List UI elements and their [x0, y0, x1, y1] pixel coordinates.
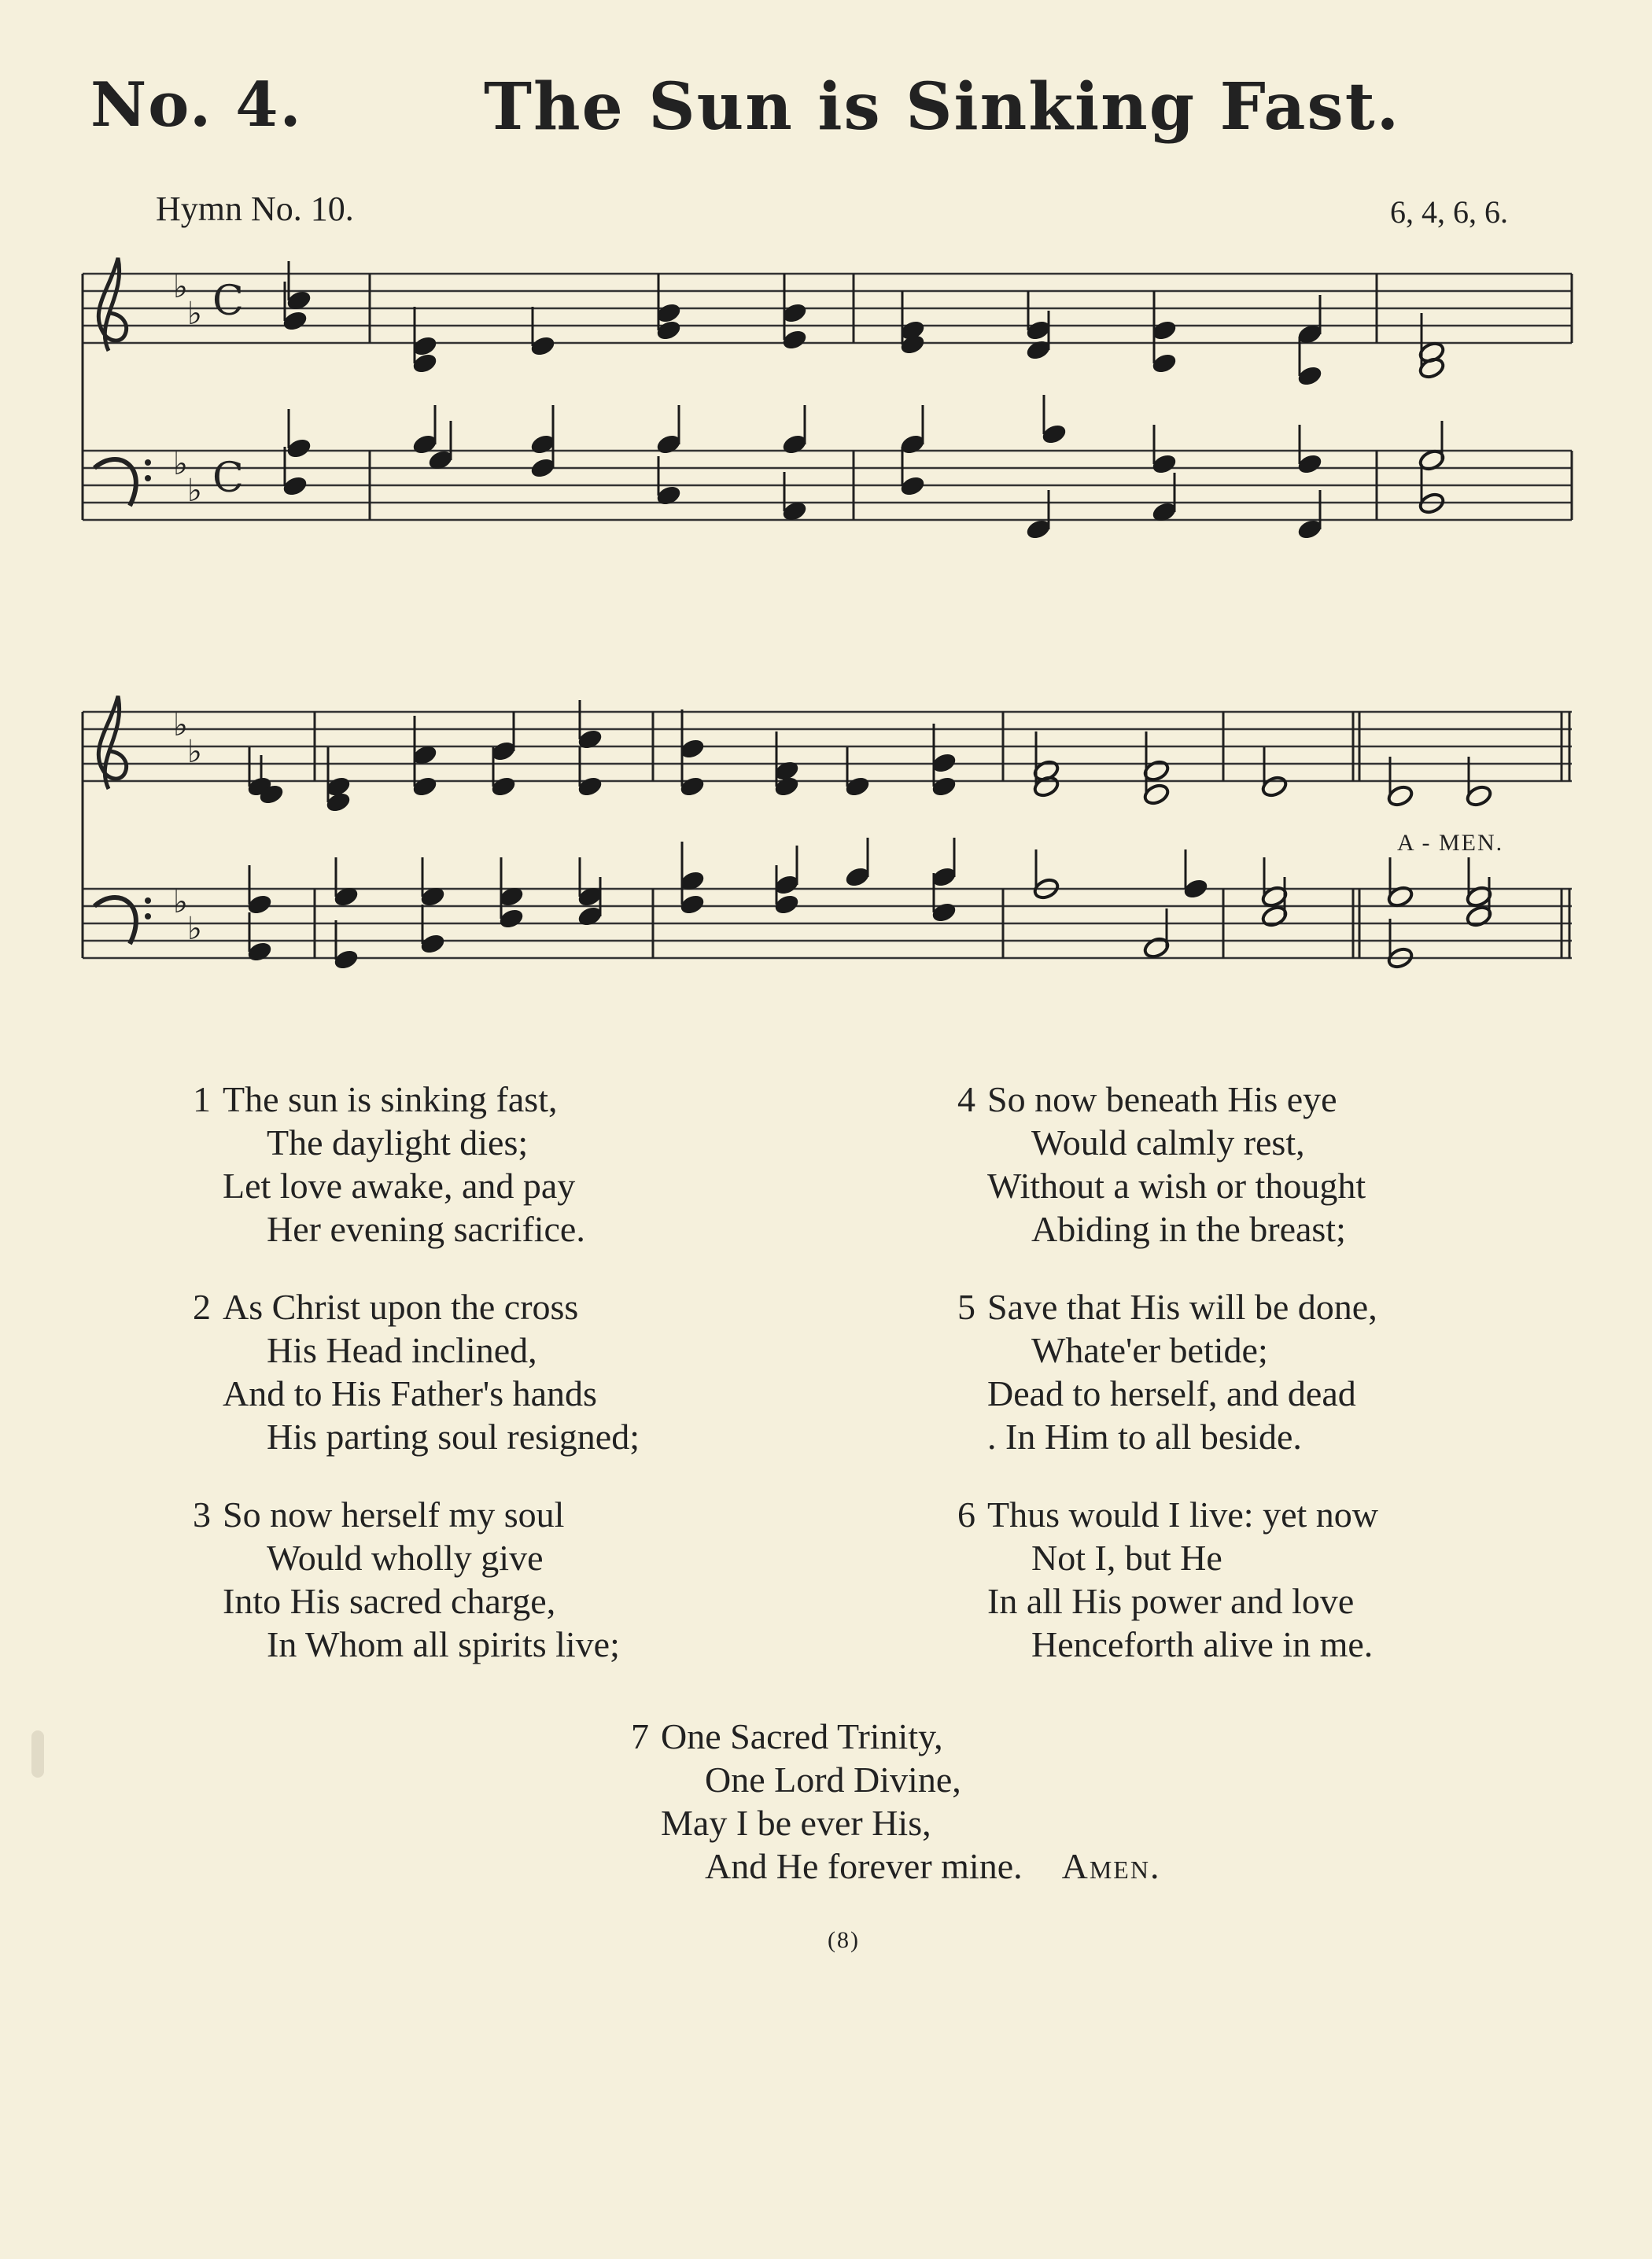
verse-number: 4	[957, 1079, 975, 1119]
verse-number: 5	[957, 1287, 975, 1327]
verse-5	[957, 1285, 1377, 1458]
verse-line: One Lord Divine,	[705, 1760, 961, 1800]
verse-line: His Head inclined,	[267, 1330, 537, 1370]
hymn-title: The Sun is Sinking Fast.	[484, 69, 1401, 145]
verse-line: In all His power and love	[987, 1581, 1355, 1621]
hymn-reference: Hymn No. 10.	[156, 190, 354, 228]
flat-sign: ♭	[173, 269, 188, 305]
staff-lines	[83, 274, 1572, 958]
verse-number: 3	[193, 1494, 211, 1535]
amen-lyric: A - MEN.	[1397, 830, 1504, 856]
verse-4	[957, 1078, 1366, 1251]
flat-sign: ♭	[173, 884, 188, 920]
note-stems	[249, 261, 1489, 960]
verse-line: Abiding in the breast;	[1031, 1209, 1346, 1249]
treble-clef	[98, 696, 126, 789]
verse-number: 7	[631, 1716, 649, 1756]
bass-clef	[94, 459, 136, 506]
verse-line: Henceforth alive in me.	[1031, 1624, 1374, 1664]
clef-dot	[145, 459, 151, 466]
verse-line: Let love awake, and pay	[223, 1166, 576, 1206]
verse-line: Would wholly give	[267, 1538, 544, 1578]
verse-7	[631, 1715, 1161, 1888]
verse-line: Into His sacred charge,	[223, 1581, 556, 1621]
verse-line: Thus would I live: yet now	[987, 1494, 1378, 1535]
verse-line: The daylight dies;	[267, 1122, 529, 1163]
verse-line: His parting soul resigned;	[267, 1417, 640, 1457]
hymn-meter: 6, 4, 6, 6.	[1390, 194, 1508, 230]
verse-line: Her evening sacrifice.	[267, 1209, 585, 1249]
verse-line: The sun is sinking fast,	[223, 1079, 558, 1119]
verse-6	[957, 1493, 1378, 1666]
clef-dot	[145, 897, 151, 904]
flat-sign: ♭	[187, 296, 202, 332]
music-score	[0, 0, 1652, 1023]
verse-line: . In Him to all beside.	[987, 1417, 1302, 1457]
treble-clef	[98, 258, 126, 351]
verse-line: Not I, but He	[1031, 1538, 1222, 1578]
verse-2	[193, 1285, 640, 1458]
verse-line: Whate'er betide;	[1031, 1330, 1268, 1370]
note-heads	[245, 289, 1493, 972]
page-number: (8)	[828, 1927, 860, 1953]
verse-number: 6	[957, 1494, 975, 1535]
verse-line: In Whom all spirits live;	[267, 1624, 620, 1664]
verse-line: So now herself my soul	[223, 1494, 565, 1535]
hymn-number: No. 4.	[90, 69, 303, 141]
flat-sign: ♭	[173, 446, 188, 482]
verse-number: 2	[193, 1287, 211, 1327]
clefs-and-keys	[94, 258, 244, 947]
verse-line: And to His Father's hands	[223, 1373, 597, 1413]
verse-3	[193, 1493, 620, 1666]
flat-sign: ♭	[173, 707, 188, 743]
clef-dot	[145, 913, 151, 919]
verse-line: Without a wish or thought	[987, 1166, 1366, 1206]
verse-line: Would calmly rest,	[1031, 1122, 1305, 1163]
time-signature: C	[212, 278, 244, 325]
verse-line: May I be ever His,	[661, 1803, 931, 1843]
verse-line: Save that His will be done,	[987, 1287, 1377, 1327]
flat-sign: ♭	[187, 911, 202, 947]
page-smudge	[31, 1730, 44, 1778]
verse-line	[661, 1844, 1160, 1888]
amen-word: Amen.	[1061, 1846, 1161, 1886]
time-signature: C	[212, 455, 244, 502]
verse-line: Dead to herself, and dead	[987, 1373, 1356, 1413]
clef-dot	[145, 475, 151, 481]
verse-line: So now beneath His eye	[987, 1079, 1337, 1119]
flat-sign: ♭	[187, 734, 202, 770]
verse-number: 1	[193, 1079, 211, 1119]
verse-line: One Sacred Trinity,	[661, 1716, 943, 1756]
verse-1	[193, 1078, 585, 1251]
bass-clef	[94, 897, 136, 944]
flat-sign: ♭	[187, 473, 202, 509]
bar-lines	[83, 274, 1572, 958]
verse-line-text: And He forever mine.	[705, 1846, 1023, 1886]
verse-line: As Christ upon the cross	[223, 1287, 579, 1327]
